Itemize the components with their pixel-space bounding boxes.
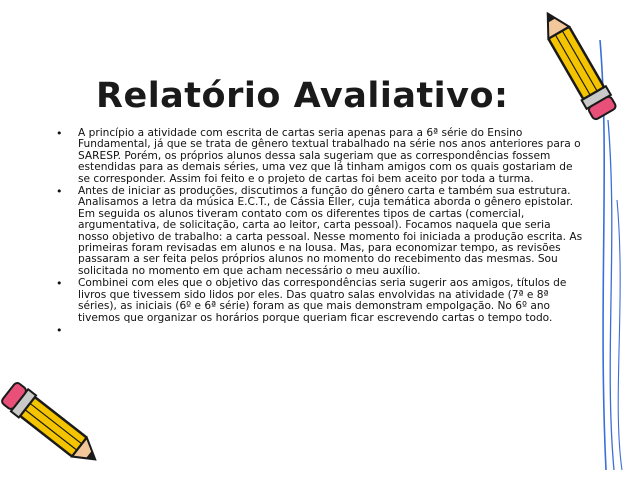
bullet-item bbox=[56, 186, 584, 277]
bullet-item bbox=[56, 278, 584, 324]
bullet-dot: • bbox=[56, 127, 63, 140]
bullet-dot: • bbox=[56, 185, 63, 199]
slide-body bbox=[56, 127, 584, 337]
bullet-dot: • bbox=[56, 323, 63, 337]
slide-title: Relatório Avaliativo: bbox=[96, 76, 509, 116]
paragraph-2: Antes de iniciar as produções, discutimos a função do gênero carta e também sua estrutura. Analisamos a letra da música E.C.T., de Cássia Eller, cuja temática aborda o gênero epistolar. Em seguida os alunos tiveram contato com os diferentes tipos de cartas (comercial, argumentativa, de solicitação, carta ao leitor, carta pessoal). Focamos naquela que seria nosso objetivo de trabalho: a carta pessoal. Nesse momento foi iniciada a produção escrita. As primeiras foram revisadas em alunos e na lousa. Mas, para economizar tempo, as revisões passaram a ser feita pelos próprios alunos no momento do recebimento das mesmas. Sou solicitada no momento em que acham necessário o meu auxílio. bbox=[78, 185, 583, 277]
pencil-top-right-icon bbox=[518, 0, 638, 140]
paragraph-3: Combinei com eles que o objetivo das correspondências seria sugerir aos amigos, títulos de livros que tivessem sido lidos por eles. Das quatro salas envolvidas na atividade (7ª e 8ª séries), as iniciais (6º e 6ª série) foram as que mais demonstram empolgação. No 6º ano tivemos que organizar os horários porque queriam ficar escrevendo cartas o tempo todo. bbox=[78, 277, 567, 324]
paragraph-1: A princípio a atividade com escrita de cartas seria apenas para a 6ª série do Ensino Fundamental, já que se trata de gênero textual trabalhado na série nos anos anteriores para o SARESP. Porém, os próprios alunos dessa sala sugeriam que as correspondências fossem estendidas para as demais séries, uma vez que lá tinham amigos com os quais gostariam de se corresponder. Assim foi feito e o projeto de cartas foi bem aceito por toda a turma. bbox=[78, 127, 581, 185]
pencil-bottom-left-icon bbox=[0, 376, 110, 479]
bullet-item bbox=[56, 128, 584, 185]
bullet-dot: • bbox=[56, 277, 63, 291]
